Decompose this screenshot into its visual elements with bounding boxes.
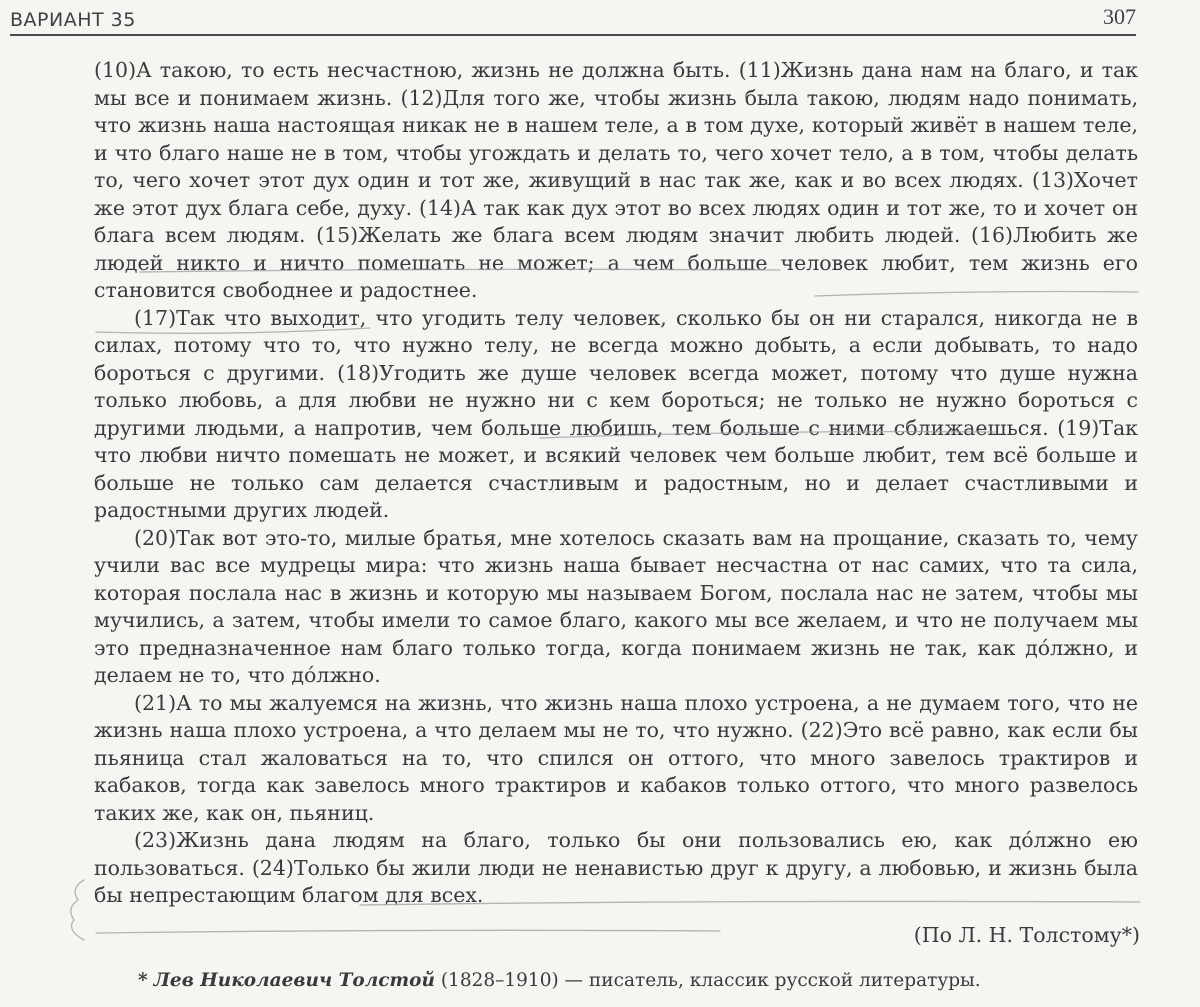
footnote-author: Лев Николаевич Толстой: [153, 970, 435, 991]
pencil-underline: [96, 930, 720, 933]
footnote-text: (1828–1910) — писатель, классик русской литературы.: [440, 970, 981, 991]
variant-label: ВАРИАНТ 35: [10, 9, 136, 31]
footnote: [138, 970, 981, 991]
paragraph-2: (17)Так что выходит, что угодить телу человек, сколько бы он ни старался, никогда не в силах, потому что то, что нужно телу, не всегда можно добыть, а если добывать, то надо бороться с другими. (18)Угодить же душе человек всегда может, потому что душе нужна только любовь, а для любви не нужно ни с кем бороться; не только не нужно бороться с другими людьми, а напротив, чем больше любишь, тем больше с ними сближаешься. (19)Так что любви ничто помешать не может, и всякий человек чем больше любит, тем всё больше и больше не только сам делается счастливым и радостным, но и делает счастливыми и радостными других людей.: [94, 305, 1138, 522]
paragraph-1: (10)А такою, то есть несчастною, жизнь не должна быть. (11)Жизнь дана нам на благо, и так мы все и понимаем жизнь. (12)Для того же, чтобы жизнь была такою, людям надо понимать, что жизнь наша настоящая никак не в нашем теле, а в том духе, который живёт в нашем теле, и что благо наше не в том, чтобы угождать и делать то, чего хочет тело, а в том, чтобы делать то, чего хочет этот дух один и тот же, живущий в нас так же, как и во всех людях. (13)Хочет же этот дух блага себе, духу. (14)А так как дух этот во всех людях один и тот же, то и хочет он блага всем людям. (15)Желать же блага всем людям значит любить людей. (16)Любить же людей никто и ничто помешать не может; а чем больше человек любит, тем жизнь его становится свободнее и радостнее.: [94, 58, 1138, 302]
pencil-bracket: [71, 880, 84, 940]
page-header: [10, 0, 1136, 36]
paragraph-3: (20)Так вот это-то, милые братья, мне хотелось сказать вам на прощание, сказать то, чему учили вас все мудрецы мира: что жизнь наша бывает несчастна от нас самих, что та сила, которая послала нас в жизнь и которую мы называем Богом, послала нас не затем, чтобы мы мучились, а затем, чтобы имели то самое благо, какого мы все желаем, и что не получаем мы это предназначенное нам благо только тогда, когда понимаем жизнь не так, как до́лжно, и делаем не то, что до́лжно.: [94, 525, 1138, 687]
attribution: (По Л. Н. Толстому*): [913, 923, 1140, 947]
paragraph-4: (21)А то мы жалуемся на жизнь, что жизнь наша плохо устроена, а не думаем того, что не жизнь наша плохо устроена, а что делаем мы не то, что нужно. (22)Это всё равно, как если бы пьяница стал жаловаться на то, что спился он оттого, что много завелось трактиров и кабаков, тогда как завелось много трактиров и кабаков только оттого, что много развелось таких же, как он, пьяниц.: [94, 690, 1138, 825]
text-body: [94, 57, 1138, 910]
page-number: 307: [1103, 4, 1136, 29]
paragraph-5: (23)Жизнь дана людям на благо, только бы они пользовались ею, как до́лжно ею пользоваться. (24)Только бы жили люди не ненавистью друг к другу, а любовью, и жизнь была бы непрестающим благом для всех.: [94, 828, 1138, 907]
footnote-marker: *: [138, 970, 148, 991]
